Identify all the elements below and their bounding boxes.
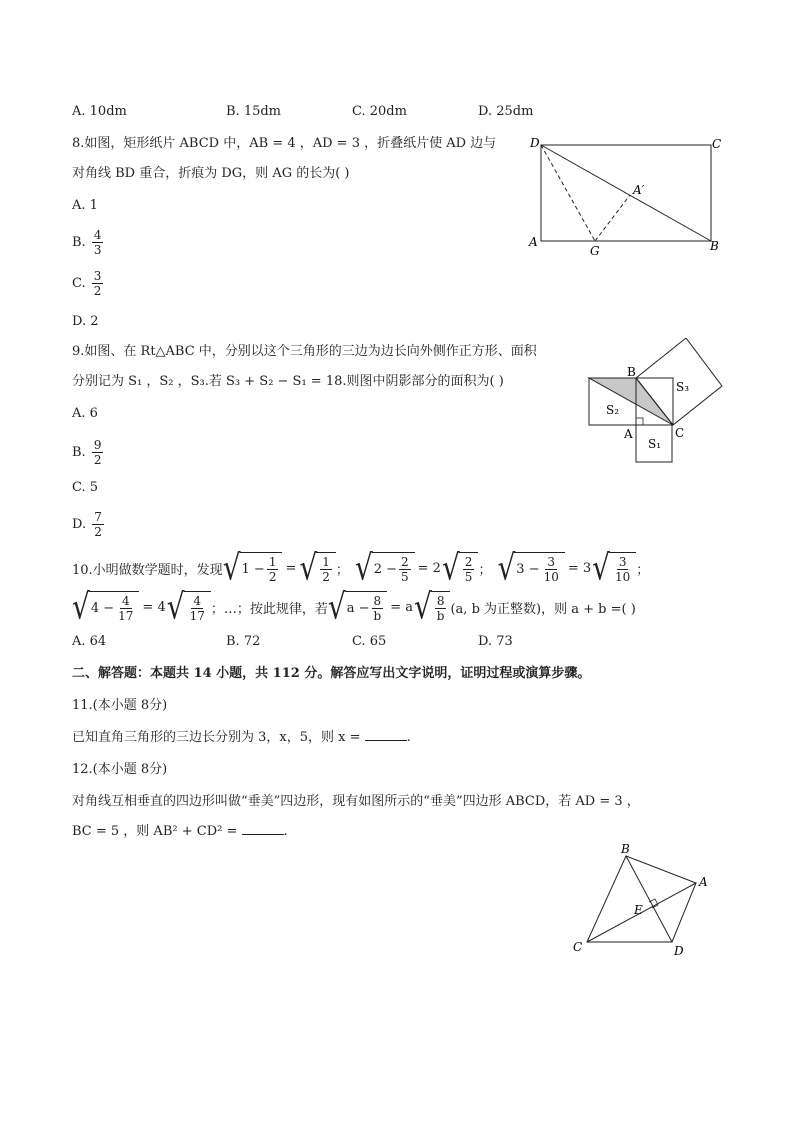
q8-label-d: D bbox=[530, 136, 540, 150]
q10-option-b: B. 72 bbox=[226, 634, 261, 649]
q8-label-g: G bbox=[590, 244, 600, 258]
q9-label-s3: S₃ bbox=[676, 380, 690, 394]
q8-label-a: A bbox=[529, 235, 538, 249]
q9-squares-figure bbox=[582, 338, 752, 468]
q10-stem-line2: √ 4 − $\frac{4}{17}$ = 4 √ $\frac{4}{17}$ ；…；按此规律，若 √ a − $\frac{8}{b}$ = a √ $\frac{8}{b}$ (a, b 为正整数)，则 a + b =( ) bbox=[72, 585, 636, 627]
q8-option-b: B. $\frac{4}{3}$ bbox=[72, 228, 102, 257]
q12-label-d: D bbox=[674, 944, 684, 958]
q7-option-d: D. 25dm bbox=[478, 104, 534, 119]
q9-stem-line2: 分别记为 S₁ ，S₂ ，S₃.若 S₃ + S₂ − S₁ = 18.则图中阴影部分的面积为( ) bbox=[72, 374, 504, 389]
q9-option-a: A. 6 bbox=[72, 406, 98, 421]
q10-option-d: D. 73 bbox=[478, 634, 513, 649]
q12-heading: 12.(本小题 8分) bbox=[72, 762, 168, 777]
q12-label-b: B bbox=[621, 842, 630, 856]
q9-label-s2: S₂ bbox=[606, 403, 620, 417]
q7-option-b: B. 15dm bbox=[226, 104, 282, 119]
q8-label-c: C bbox=[712, 137, 722, 151]
q10-stem-line1: 10.小明做数学题时，发现 √ 1 − $\frac{1}{2}$ = √ $\frac{1}{2}$ ； √ 2 − $\frac{2}{5}$ = 2 √ $\frac{2}{5}$ ； √ 3 − $\frac{3}{10}$ = 3 √ $\frac{3}{10}$ ； bbox=[72, 546, 650, 588]
q11-answer-blank bbox=[365, 728, 407, 741]
section-2-heading: 二、解答题：本题共 14 小题，共 112 分。解答应写出文字说明，证明过程或演算步骤。 bbox=[72, 666, 591, 681]
q8-label-a-prime: A′ bbox=[633, 183, 645, 197]
q8-stem-line1: 8.如图，矩形纸片 ABCD 中，AB = 4 ，AD = 3 ，折叠纸片使 AD 边与 bbox=[72, 136, 497, 151]
q9-label-b: B bbox=[627, 365, 636, 379]
q9-option-c: C. 5 bbox=[72, 480, 99, 495]
q12-answer-blank bbox=[242, 822, 284, 835]
q8-option-d: D. 2 bbox=[72, 314, 99, 329]
q12-stem-line1: 对角线互相垂直的四边形叫做“垂美”四边形，现有如图所示的“垂美”四边形 ABCD，若 AD = 3 ， bbox=[72, 794, 640, 809]
q7-option-a: A. 10dm bbox=[72, 104, 127, 119]
q8-rectangle-figure bbox=[520, 132, 730, 260]
q10-option-c: C. 65 bbox=[352, 634, 387, 649]
q12-stem-line2: BC = 5 ，则 AB² + CD² = . bbox=[72, 824, 288, 839]
q8-label-b: B bbox=[710, 239, 719, 253]
q12-label-e: E bbox=[634, 903, 643, 917]
q9-option-b: B. $\frac{9}{2}$ bbox=[72, 438, 102, 467]
q12-quadrilateral-figure bbox=[565, 842, 725, 962]
q8-option-a: A. 1 bbox=[72, 198, 98, 213]
q9-stem-line1: 9.如图、在 Rt△ABC 中，分别以这个三角形的三边为边长向外侧作正方形、面积 bbox=[72, 344, 537, 359]
q12-label-a: A bbox=[699, 875, 708, 889]
q9-option-d: D. $\frac{7}{2}$ bbox=[72, 510, 102, 539]
q12-label-c: C bbox=[573, 940, 583, 954]
q8-stem-line2: 对角线 BD 重合，折痕为 DG，则 AG 的长为( ) bbox=[72, 166, 350, 181]
q11-stem: 已知直角三角形的三边长分别为 3，x，5，则 x = . bbox=[72, 730, 411, 745]
q9-label-c: C bbox=[675, 426, 685, 440]
q7-option-c: C. 20dm bbox=[352, 104, 407, 119]
q9-label-a: A bbox=[624, 427, 633, 441]
q8-option-c: C. $\frac{3}{2}$ bbox=[72, 269, 102, 298]
q10-option-a: A. 64 bbox=[72, 634, 107, 649]
q9-label-s1: S₁ bbox=[648, 437, 662, 451]
q11-heading: 11.(本小题 8分) bbox=[72, 698, 168, 713]
